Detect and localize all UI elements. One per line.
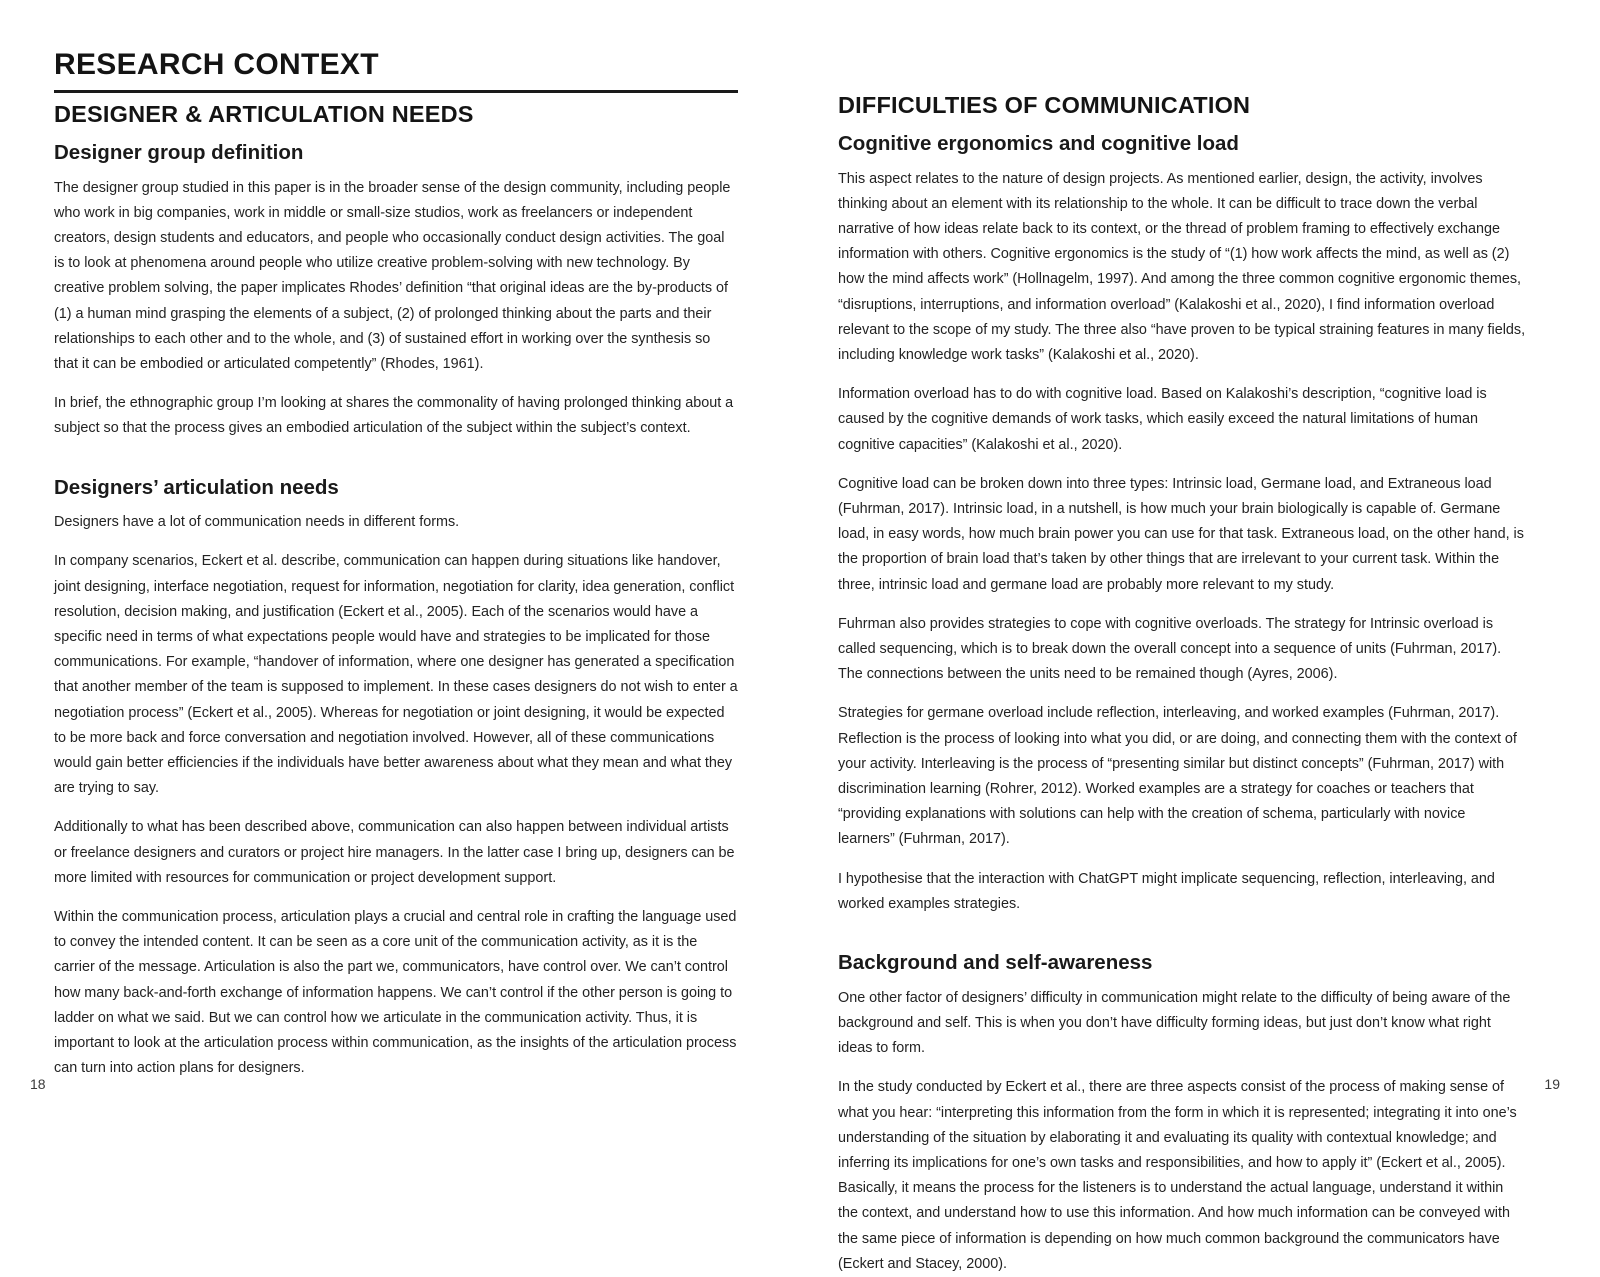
section-title-designer-articulation-needs: DESIGNER & ARTICULATION NEEDS <box>54 101 474 127</box>
paragraph: Fuhrman also provides strategies to cope with cognitive overloads. The strategy for Intrinsic overload is called sequencing, which is to break down the overall concept into a sequence of units (Fuhrman, 2017). The connections between the units need to be remained though (Ayres, 2006). <box>838 615 1502 683</box>
paragraph: Information overload has to do with cognitive load. Based on Kalakoshi’s description, “cognitive load is caused by the cognitive demands of work tasks, which easily exceed the natural limitations of human cognitive capacities” (Kalakoshi et al., 2020). <box>838 386 1487 453</box>
paragraph: This aspect relates to the nature of design projects. As mentioned earlier, design, the activity, involves thinking about an element with its relationship to the whole. It can be difficult to trace down the verbal narrative of how ideas relate back to its context, or the thread of problem framing to effectively exchange information with others. Cognitive ergonomics is the study of “(1) how work affects the mind, as well as (2) how the mind affects work” (Hollnagelm, 1997). And among the three common cognitive ergonomic themes, “disruptions, interruptions, and information overload” (Kalakoshi et al., 2020), I find information overload relevant to the scope of my study. The three also “have proven to be typical straining features in many fields, including knowledge work tasks” (Kalakoshi et al., 2020). <box>838 170 1526 364</box>
page-right <box>800 0 1600 1272</box>
paragraph: I hypothesise that the interaction with ChatGPT might implicate sequencing, reflection, interleaving, and worked examples strategies. <box>838 870 1495 912</box>
page-left <box>0 0 800 1136</box>
paragraph: One other factor of designers’ difficulty in communication might relate to the difficulty of being aware of the background and self. This is when you don’t have difficulty forming ideas, but just don’t know what right ideas to form. <box>838 989 1511 1057</box>
paragraph: In brief, the ethnographic group I’m looking at shares the commonality of having prolonged thinking about a subject so that the process gives an embodied articulation of the subject within the subject’s context. <box>54 395 734 437</box>
paragraph: Additionally to what has been described above, communication can also happen between individual artists or freelance designers and curators or project hire managers. In the latter case I bring up, designers can be more limited with resources for communication or project development support. <box>54 819 735 886</box>
paragraph: Strategies for germane overload include reflection, interleaving, and worked examples (Fuhrman, 2017). Reflection is the process of looking into what you did, or are doing, and connecting them with the context of your activity. Interleaving is the process of “presenting similar but distinct concepts” (Fuhrman, 2017) with discrimination learning (Rohrer, 2012). Worked examples are a strategy for coaches or teachers that “providing explanations with solutions can help with the creation of schema, particularly with novice learners” (Fuhrman, 2017). <box>838 705 1517 848</box>
page-number-left: 18 <box>30 1076 46 1092</box>
paragraph: In the study conducted by Eckert et al., there are three aspects consist of the process of making sense of what you hear: “interpreting this information from the form in which it is represented; integrating it into one’s understanding of the situation by elaborating it and evaluating its quality with contextual knowledge; and inferring its implications for one’s own tasks and responsibilities, and how to apply it” (Eckert et al., 2005). Basically, it means the process for the listeners is to understand the actual language, understand it within the context, and understand how to use this information. And how much information can be conveyed with the same piece of information is depending on how much common background the communicators have (Eckert and Stacey, 2000). <box>838 1079 1517 1272</box>
chapter-title: RESEARCH CONTEXT <box>54 48 379 81</box>
page-number-right: 19 <box>1544 1076 1560 1092</box>
chapter-title-rule <box>54 90 738 93</box>
paragraph: Cognitive load can be broken down into three types: Intrinsic load, Germane load, and Extraneous load (Fuhrman, 2017). Intrinsic load, in a nutshell, is how much your brain biologically is capable of. Germane load, in easy words, how much brain power you can use for that task. Extraneous load, on the other hand, is the proportion of brain load that’s taken by other things that are irrelevant to your current task. Within the three, intrinsic load and germane load are probably more relevant to my study. <box>838 475 1524 593</box>
subsection-title-designers-articulation-needs: Designers’ articulation needs <box>54 475 339 499</box>
section-title-difficulties-of-communication: DIFFICULTIES OF COMMUNICATION <box>838 92 1251 118</box>
subsection-title-cognitive-ergonomics-and-cognitive-load: Cognitive ergonomics and cognitive load <box>838 132 1239 156</box>
paragraph: The designer group studied in this paper is in the broader sense of the design community, including people who work in big companies, work in middle or small-size studios, work as freelancers or independent creators, design students and educators, and people who occasionally conduct design activities. The goal is to look at phenomena around people who utilize creative problem-solving with new technology. By creative problem solving, the paper implicates Rhodes’ definition “that original ideas are the by-products of (1) a human mind grasping the elements of a subject, (2) of prolonged thinking about the parts and their relationships to each other and to the whole, and (3) of sustained effort in working over the synthesis so that it can be embodied or articulated competently” (Rhodes, 1961). <box>54 179 731 373</box>
subsection-title-background-and-self-awareness: Background and self-awareness <box>838 951 1153 975</box>
paragraph: Within the communication process, articulation plays a crucial and central role in crafting the language used to convey the intended content. It can be seen as a core unit of the communication activity, as it is the carrier of the message. Articulation is also the part we, communicators, have control over. We can’t control how many back-and-forth exchange of information happens. We can’t control if the other person is going to ladder on what we said. But we can control how we articulate in the communication activity. Thus, it is important to look at the articulation process within communication, as the insights of the articulation process can turn into action plans for designers. <box>54 909 737 1077</box>
subsection-title-designer-group-definition: Designer group definition <box>54 141 304 165</box>
paragraph: Designers have a lot of communication needs in different forms. <box>54 514 460 531</box>
paragraph: In company scenarios, Eckert et al. describe, communication can happen during situations like handover, joint designing, interface negotiation, request for information, negotiation for clarity, idea generation, conflict resolution, decision making, and justification (Eckert et al., 2005). Each of the scenarios would have a specific need in terms of what expectations people would have and strategies to be implicated for those communications. For example, “handover of information, where one designer has generated a specification that another member of the team is supposed to implement. In these cases designers do not wish to enter a negotiation process” (Eckert et al., 2005). Whereas for negotiation or joint designing, it would be expected to be more back and force conversation and negotiation involved. However, all of these communications would gain better efficiencies if the individuals have better awareness about what they mean and what they are trying to say. <box>54 553 738 797</box>
